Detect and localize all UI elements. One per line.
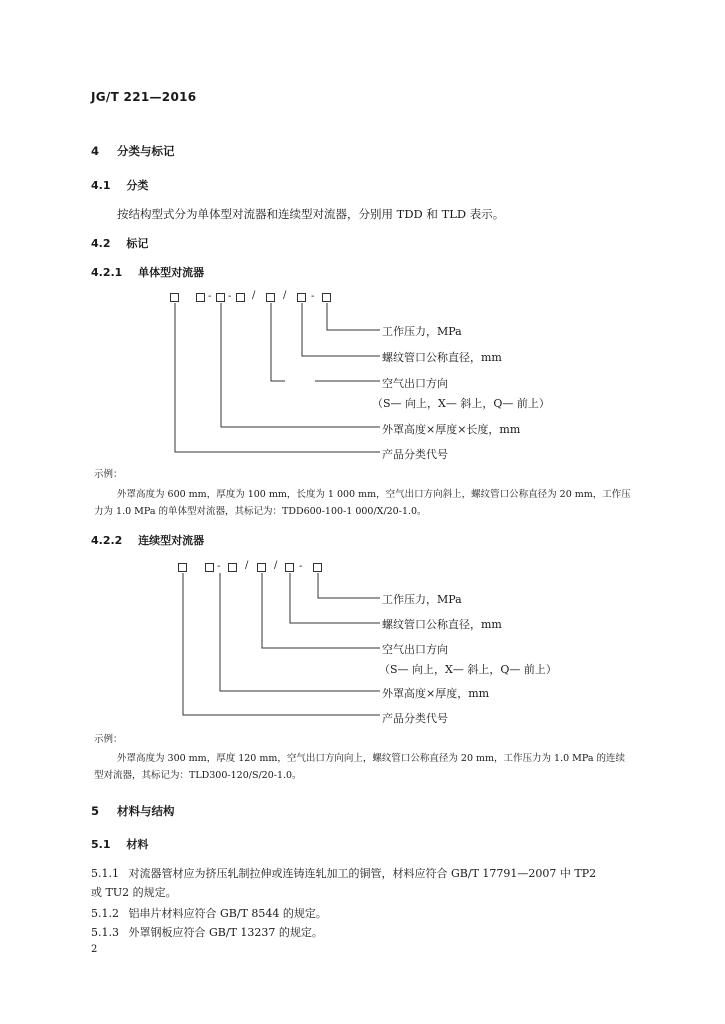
- section-title: 材料: [126, 838, 149, 851]
- example-text-line: 力为 1.0 MPa 的单体型对流器，其标记为：TDD600-100-1 000/X/20-1.0。: [94, 506, 427, 517]
- code-box-category: [178, 563, 187, 572]
- separator: -: [228, 291, 232, 302]
- section-title: 分类: [126, 179, 149, 192]
- separator: /: [274, 560, 278, 571]
- label-air-direction: 空气出口方向: [382, 377, 448, 390]
- section-number: 4.2: [91, 237, 111, 250]
- label-direction-options: （S— 向上，X— 斜上，Q— 前上）: [379, 663, 557, 676]
- separator: -: [208, 291, 212, 302]
- label-air-direction: 空气出口方向: [382, 643, 448, 656]
- label-pipe-diameter: 螺纹管口公称直径，mm: [382, 351, 502, 364]
- separator: /: [283, 290, 287, 301]
- clause-text: 外罩钢板应符合 GB/T 13237 的规定。: [128, 926, 323, 939]
- label-dimensions: 外罩高度×厚度×长度，mm: [382, 423, 521, 436]
- label-dimensions: 外罩高度×厚度，mm: [382, 687, 490, 700]
- example-text-line: 型对流器，其标记为：TLD300-120/S/20-1.0。: [94, 770, 302, 781]
- clause-number: 5.1.1: [91, 867, 119, 880]
- example-label: 示例：: [94, 734, 123, 745]
- section-title: 标记: [126, 237, 149, 250]
- separator: -: [217, 561, 221, 572]
- separator: /: [252, 290, 256, 301]
- section-title: 连续型对流器: [138, 534, 205, 547]
- clause-number: 5.1.3: [91, 926, 119, 939]
- clause-5-1-3: [91, 924, 323, 940]
- section-number: 5.1: [91, 838, 111, 851]
- example-text-line: 外罩高度为 600 mm，厚度为 100 mm，长度为 1 000 mm，空气出口方向斜上，螺纹管口公称直径为 20 mm，工作压: [117, 489, 631, 500]
- section-title: 单体型对流器: [138, 266, 205, 279]
- section-number: 4.1: [91, 179, 111, 192]
- standard-code-header: JG/T 221—2016: [91, 90, 197, 104]
- code-box-pressure: [313, 563, 322, 572]
- label-working-pressure: 工作压力，MPa: [382, 593, 462, 606]
- classification-paragraph: 按结构型式分为单体型对流器和连续型对流器，分别用 TDD 和 TLD 表示。: [117, 207, 505, 221]
- section-number: 4: [91, 144, 100, 158]
- page-number: 2: [91, 944, 98, 955]
- code-box-pipe-diameter: [285, 563, 294, 572]
- code-box-thickness: [228, 563, 237, 572]
- clause-5-1-2: [91, 905, 327, 921]
- section-5-heading: [91, 803, 175, 819]
- label-direction-options: （S— 向上，X— 斜上，Q— 前上）: [372, 397, 550, 410]
- section-number: 4.2.1: [91, 266, 123, 279]
- clause-5-1-1: [91, 865, 596, 881]
- section-5-1-heading: [91, 836, 148, 852]
- example-text-line: 外罩高度为 300 mm，厚度 120 mm，空气出口方向向上，螺纹管口公称直径为 20 mm，工作压力为 1.0 MPa 的连续: [117, 753, 626, 764]
- section-4-2-2-heading: [91, 532, 204, 548]
- label-pipe-diameter: 螺纹管口公称直径，mm: [382, 618, 502, 631]
- clause-text: 对流器管材应为挤压轧制拉伸或连铸连轧加工的铜管，材料应符合 GB/T 17791—2007 中 TP2: [128, 867, 597, 880]
- clause-text-continued: 或 TU2 的规定。: [91, 886, 177, 899]
- label-working-pressure: 工作压力，MPa: [382, 325, 462, 338]
- clause-text: 铝串片材料应符合 GB/T 8544 的规定。: [128, 907, 327, 920]
- section-title: 材料与结构: [117, 804, 175, 818]
- separator: -: [299, 561, 303, 572]
- example-label: 示例：: [94, 469, 123, 480]
- separator: -: [311, 291, 315, 302]
- label-category-code: 产品分类代号: [382, 712, 448, 725]
- label-category-code: 产品分类代号: [382, 448, 448, 461]
- section-number: 4.2.2: [91, 534, 123, 547]
- section-number: 5: [91, 804, 100, 818]
- code-box-height: [205, 563, 214, 572]
- clause-number: 5.1.2: [91, 907, 119, 920]
- code-box-air-direction: [257, 563, 266, 572]
- separator: /: [245, 560, 249, 571]
- section-title: 分类与标记: [117, 144, 175, 158]
